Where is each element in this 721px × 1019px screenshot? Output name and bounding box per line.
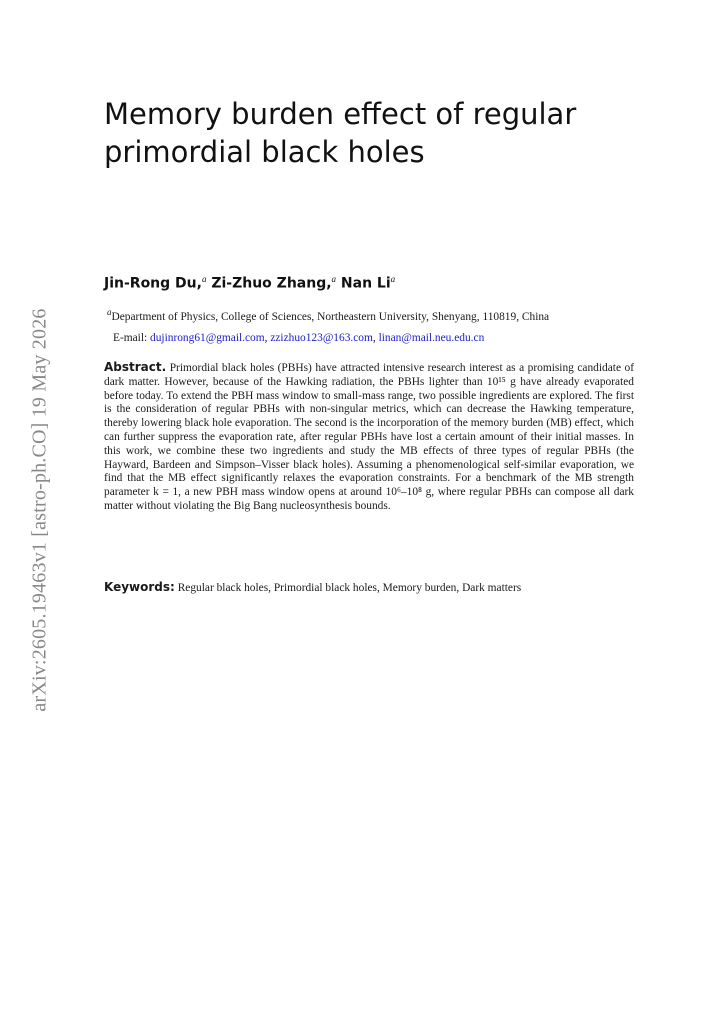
keywords xyxy=(104,580,634,594)
author-affil-mark: a xyxy=(390,274,396,284)
author-name: Nan Li xyxy=(340,275,391,292)
email-link[interactable]: dujinrong61@gmail.com xyxy=(150,332,265,344)
author-affil-mark: a xyxy=(201,274,207,284)
abstract-text: Primordial black holes (PBHs) have attracted intensive research interest as a promising candidate of dark matter. However, because of the Hawking radiation, the PBHs lighter than 10¹⁵ g have already evaporated before today. To extend the PBH mass window to small-mass range, two possible ingredients are explored. The first is the consideration of regular PBHs with non-singular metrics, which can decrease the Hawking temperature, thereby lowering black hole evaporation. The second is the incorporation of the memory burden (MB) effect, which can further suppress the evaporation rate, after regular PBHs have lost a certain amount of their initial masses. In this work, we combine these two ingredients and study the MB effects of three types of regular PBHs (the Hayward, Bardeen and Simpson–Visser black holes). Assuming a phenomenological self-similar evaporation, we find that the MB effect significantly relaxes the evaporation constraints. For a benchmark of the MB strength parameter k = 1, a new PBH mass window opens at around 10⁶–10⁸ g, where regular PBHs can compose all dark matter without violating the Big Bang nucleosynthesis bounds. xyxy=(104,362,634,512)
author-name: Zi-Zhuo Zhang, xyxy=(211,275,332,292)
keywords-label: Keywords: xyxy=(104,580,175,594)
email-label: E-mail: xyxy=(113,332,148,344)
email-link[interactable]: linan@mail.neu.edu.cn xyxy=(378,332,485,344)
author-affil-mark: a xyxy=(331,274,337,284)
arxiv-identifier: arXiv:2605.19463v1 [astro-ph.CO] 19 May 2026 xyxy=(28,308,51,712)
paper-title: Memory burden effect of regular primordial black holes xyxy=(104,97,577,169)
author-list xyxy=(104,274,395,292)
affiliation-text: Department of Physics, College of Sciences, Northeastern University, Shenyang, 110819, China xyxy=(111,310,550,323)
abstract-label: Abstract. xyxy=(104,360,167,374)
email-line: E-mail: dujinrong61@gmail.com, zzizhuo123@163.com, linan@mail.neu.edu.cn xyxy=(113,332,485,344)
keywords-text: Regular black holes, Primordial black holes, Memory burden, Dark matters xyxy=(177,582,522,594)
author-name: Jin-Rong Du, xyxy=(104,275,202,292)
affiliation-mark: a xyxy=(107,307,112,317)
abstract xyxy=(104,361,634,514)
email-link[interactable]: zzizhuo123@163.com xyxy=(270,332,373,344)
affiliation xyxy=(107,307,549,323)
